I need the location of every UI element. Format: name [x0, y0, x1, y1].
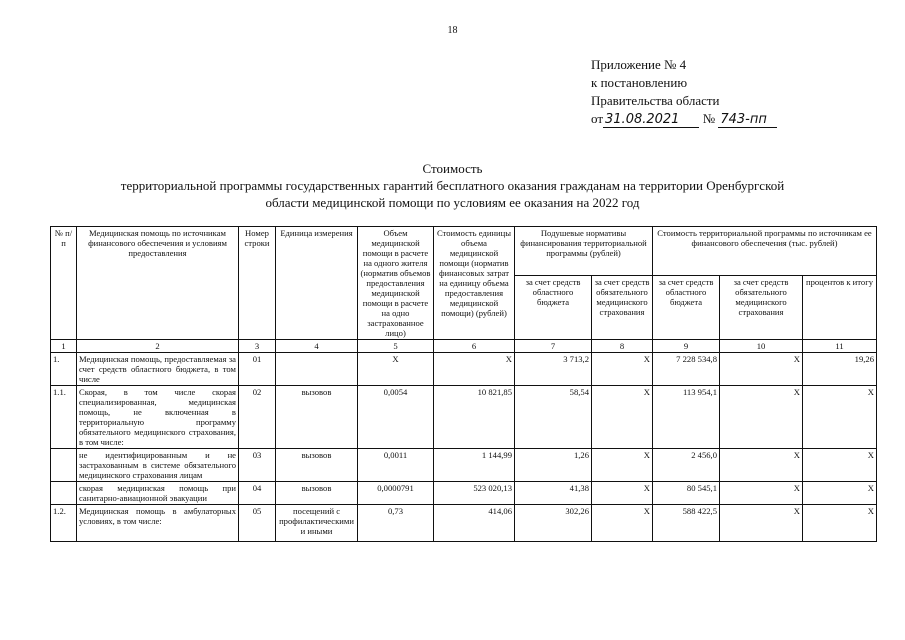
table-row	[51, 353, 877, 386]
row-name: Медицинская помощь в амбулаторных условиях, в том числе:	[77, 505, 239, 542]
row-unit: вызовов	[276, 386, 358, 449]
row-sum-budget: 2 456,0	[653, 449, 720, 482]
row-pct: X	[803, 505, 877, 542]
col-number: 4	[276, 340, 358, 353]
appendix-line-2: к постановлению	[591, 75, 688, 90]
header-unit: Единица измерения	[276, 227, 358, 340]
row-norm-oms: X	[592, 449, 653, 482]
row-norm-budget: 302,26	[515, 505, 592, 542]
handwritten-date: 31.08.2021	[603, 112, 699, 128]
header-sum-oms: за счет средств обязательного медицинского страхования	[720, 276, 803, 340]
row-name: скорая медицинская помощь при санитарно-авиационной эвакуации	[77, 482, 239, 505]
row-line: 04	[239, 482, 276, 505]
row-sum-budget: 588 422,5	[653, 505, 720, 542]
row-volume: 0,73	[358, 505, 434, 542]
handwritten-number: 743-пп	[718, 112, 777, 128]
row-sum-oms: X	[720, 353, 803, 386]
row-sum-budget: 113 954,1	[653, 386, 720, 449]
row-n	[51, 449, 77, 482]
col-number: 8	[592, 340, 653, 353]
table-row	[51, 505, 877, 542]
row-cost: 1 144,99	[434, 449, 515, 482]
col-number: 6	[434, 340, 515, 353]
header-norm-group: Подушевые нормативы финансирования территориальной программы (рублей)	[515, 227, 653, 276]
row-norm-budget: 58,54	[515, 386, 592, 449]
column-number-row	[51, 340, 877, 353]
table-row	[51, 449, 877, 482]
row-line: 05	[239, 505, 276, 542]
header-pct: процентов к итогу	[803, 276, 877, 340]
col-number: 3	[239, 340, 276, 353]
row-line: 03	[239, 449, 276, 482]
appendix-date-line	[591, 110, 777, 129]
row-volume: X	[358, 353, 434, 386]
col-number: 11	[803, 340, 877, 353]
row-sum-oms: X	[720, 449, 803, 482]
row-pct: X	[803, 482, 877, 505]
header-cost: Стоимость единицы объема медицинской помощи (норматив финансовых затрат на единицу объема предоставления медицинской помощи) (рублей)	[434, 227, 515, 340]
row-n	[51, 482, 77, 505]
cost-table	[50, 226, 877, 542]
row-norm-oms: X	[592, 482, 653, 505]
appendix-block	[591, 56, 777, 129]
row-pct: X	[803, 386, 877, 449]
appendix-line-3: Правительства области	[591, 93, 720, 108]
row-sum-budget: 7 228 534,8	[653, 353, 720, 386]
col-number: 2	[77, 340, 239, 353]
row-cost: 523 020,13	[434, 482, 515, 505]
row-norm-budget: 41,38	[515, 482, 592, 505]
row-n: 1.2.	[51, 505, 77, 542]
row-name: не идентифицированным и не застрахованным в системе обязательного медицинского страхования лицам	[77, 449, 239, 482]
row-sum-budget: 80 545,1	[653, 482, 720, 505]
row-norm-budget: 3 713,2	[515, 353, 592, 386]
header-volume: Объем медицинской помощи в расчете на одного жителя (норматив объемов предоставления медицинской помощи в расчете на одно застрахованное лицо)	[358, 227, 434, 340]
row-norm-oms: X	[592, 386, 653, 449]
title-line-2: территориальной программы государственных гарантий бесплатного оказания гражданам на территории Оренбургской	[120, 178, 785, 193]
col-number: 9	[653, 340, 720, 353]
row-volume: 0,0011	[358, 449, 434, 482]
table-row	[51, 386, 877, 449]
row-sum-oms: X	[720, 505, 803, 542]
row-name: Медицинская помощь, предоставляемая за счет средств областного бюджета, в том числе	[77, 353, 239, 386]
row-volume: 0,0000791	[358, 482, 434, 505]
row-norm-budget: 1,26	[515, 449, 592, 482]
row-n: 1.1.	[51, 386, 77, 449]
row-cost: 10 821,85	[434, 386, 515, 449]
number-prefix: №	[702, 111, 716, 126]
row-unit: посещений с профилактическими и иными	[276, 505, 358, 542]
row-unit: вызовов	[276, 449, 358, 482]
title-line-1: Стоимость	[422, 161, 483, 176]
col-number: 5	[358, 340, 434, 353]
header-norm-oms: за счет средств обязательного медицинского страхования	[592, 276, 653, 340]
row-cost: X	[434, 353, 515, 386]
date-prefix: от	[591, 111, 604, 126]
col-number: 10	[720, 340, 803, 353]
row-name: Скорая, в том числе скорая специализированная, медицинская помощь, не включенная в территориальную программу обязательного медицинского страхования, в том числе:	[77, 386, 239, 449]
header-line: Номер строки	[239, 227, 276, 340]
title-line-3: области медицинской помощи по условиям ее оказания на 2022 год	[265, 195, 640, 210]
document-title	[0, 160, 905, 211]
col-number: 1	[51, 340, 77, 353]
table-row	[51, 482, 877, 505]
row-cost: 414,06	[434, 505, 515, 542]
header-cost-group: Стоимость территориальной программы по источникам ее финансового обеспечения (тыс. рублей)	[653, 227, 877, 276]
row-n: 1.	[51, 353, 77, 386]
row-norm-oms: X	[592, 505, 653, 542]
header-sum-budget: за счет средств областного бюджета	[653, 276, 720, 340]
row-line: 02	[239, 386, 276, 449]
row-sum-oms: X	[720, 482, 803, 505]
row-norm-oms: X	[592, 353, 653, 386]
row-pct: 19,26	[803, 353, 877, 386]
row-unit: вызовов	[276, 482, 358, 505]
row-sum-oms: X	[720, 386, 803, 449]
appendix-line-1: Приложение № 4	[591, 57, 687, 72]
header-row	[51, 227, 877, 276]
col-number: 7	[515, 340, 592, 353]
row-volume: 0,0054	[358, 386, 434, 449]
header-name: Медицинская помощь по источникам финансового обеспечения и условиям предоставления	[77, 227, 239, 340]
row-pct: X	[803, 449, 877, 482]
row-unit	[276, 353, 358, 386]
header-norm-budget: за счет средств областного бюджета	[515, 276, 592, 340]
page-number: 18	[447, 25, 458, 36]
header-n: № п/п	[51, 227, 77, 340]
row-line: 01	[239, 353, 276, 386]
